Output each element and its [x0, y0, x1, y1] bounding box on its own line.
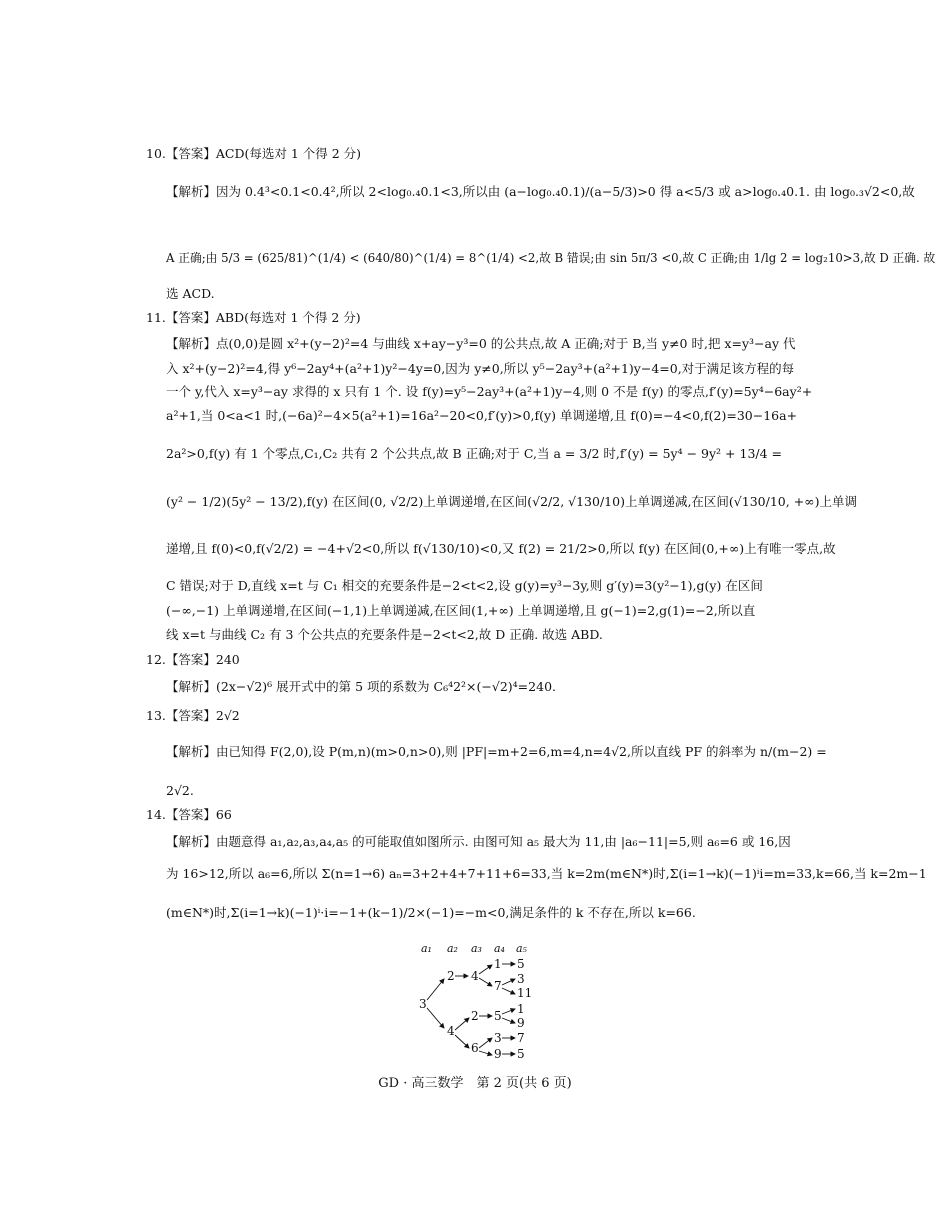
q14-solution-line: (m∈N*)时,Σ(i=1→k)(−1)ⁱ·i=−1+(k−1)/2×(−1)=−m<0,满足条件的 k 不存在,所以 k=66. [166, 905, 696, 920]
tree-node-level2: 2 [447, 969, 455, 983]
q10-solution-line: A 正确;由 5/3 = (625/81)^(1/4) < (640/80)^(1/4) = 8^(1/4) <2,故 B 错误;由 sin 5π/3 <0,故 C 正确;由 1/lg 2 = log₂10>3,故 D 正确. 故 [166, 251, 936, 265]
q11-solution-line: (−∞,−1) 上单调递增,在区间(−1,1)上单调递减,在区间(1,+∞) 上单调递增,且 g(−1)=2,g(1)=−2,所以直 [166, 603, 756, 618]
q10-solution-line: 选 ACD. [166, 286, 215, 301]
tree-edge [502, 979, 515, 985]
tree-edge [502, 1018, 515, 1023]
tree-edge [502, 988, 515, 994]
tree-node-root: 3 [419, 997, 427, 1011]
q12-answer-heading: 12.【答案】240 [146, 652, 240, 667]
page-footer: GD · 高三数学 第 2 页(共 6 页) [378, 1076, 572, 1091]
q14-answer-heading: 14.【答案】66 [146, 807, 232, 822]
tree-edge [479, 965, 492, 974]
q14-solution-line: 【解析】由题意得 a₁,a₂,a₃,a₄,a₅ 的可能取值如图所示. 由图可知 a₅ 最大为 11,由 |a₆−11|=5,则 a₆=6 或 16,因 [166, 834, 791, 849]
tree-node-level3: 4 [471, 969, 479, 983]
tree-edge [479, 978, 492, 986]
tree-label-a1: a₁ [421, 942, 432, 955]
tree-node-level4: 9 [494, 1047, 502, 1061]
tree-label-a2: a₂ [447, 942, 458, 955]
q13-solution-line: 2√2. [166, 783, 194, 798]
q13-answer-heading: 13.【答案】2√2 [146, 708, 240, 723]
q11-solution-line: 线 x=t 与曲线 C₂ 有 3 个公共点的充要条件是−2<t<2,故 D 正确. 故选 ABD. [166, 627, 603, 642]
q11-solution-line: 递增,且 f(0)<0,f(√2/2) = −4+√2<0,所以 f(√130/10)<0,又 f(2) = 21/2>0,所以 f(y) 在区间(0,+∞)上有唯一零点,故 [166, 541, 836, 556]
tree-node-level4: 7 [494, 979, 502, 993]
tree-label-a4: a₄ [494, 942, 505, 955]
q11-solution-line: 入 x²+(y−2)²=4,得 y⁶−2ay⁴+(a²+1)y²−4y=0,因为 y≠0,所以 y⁵−2ay³+(a²+1)y−4=0,对于满足该方程的每 [166, 361, 795, 376]
q11-solution-line: 一个 y,代入 x=y³−ay 求得的 x 只有 1 个. 设 f(y)=y⁵−2ay³+(a²+1)y−4,则 0 不是 f(y) 的零点,f′(y)=5y⁴−6ay²+ [166, 384, 813, 399]
tree-node-level5: 3 [517, 972, 525, 986]
tree-node-level5: 7 [517, 1031, 525, 1045]
tree-node-level4: 5 [494, 1009, 502, 1023]
q11-solution-line: a²+1,当 0<a<1 时,(−6a)²−4×5(a²+1)=16a²−20<0,f′(y)>0,f(y) 单调递增,且 f(0)=−4<0,f(2)=30−16a+ [166, 408, 798, 423]
q11-answer-heading: 11.【答案】ABD(每选对 1 个得 2 分) [146, 310, 361, 325]
tree-edge [455, 1035, 469, 1048]
tree-edge [479, 1051, 492, 1055]
q11-solution-line: (y² − 1/2)(5y² − 13/2),f(y) 在区间(0, √2/2)上单调递增,在区间(√2/2, √130/10)上单调递减,在区间(√130/10, +∞)上单调 [166, 494, 857, 509]
tree-label-a3: a₃ [471, 942, 482, 955]
q11-solution-line: C 错误;对于 D,直线 x=t 与 C₁ 相交的充要条件是−2<t<2,设 g(y)=y³−3y,则 g′(y)=3(y²−1),g(y) 在区间 [166, 578, 763, 593]
tree-node-level3: 6 [471, 1041, 479, 1055]
tree-edge [455, 1018, 469, 1030]
value-tree-diagram [405, 938, 555, 1066]
tree-node-level5: 1 [517, 1002, 525, 1016]
tree-node-level2: 4 [447, 1024, 455, 1038]
tree-node-level5: 5 [517, 957, 525, 971]
tree-node-level5: 9 [517, 1016, 525, 1030]
tree-node-level4: 3 [494, 1031, 502, 1045]
tree-node-level4: 1 [494, 957, 502, 971]
q12-solution-line: 【解析】(2x−√2)⁶ 展开式中的第 5 项的系数为 C₆⁴2²×(−√2)⁴=240. [166, 679, 556, 694]
q13-solution-line: 【解析】由已知得 F(2,0),设 P(m,n)(m>0,n>0),则 |PF|=m+2=6,m=4,n=4√2,所以直线 PF 的斜率为 n/(m−2) = [166, 744, 827, 759]
q11-solution-line: 【解析】点(0,0)是圆 x²+(y−2)²=4 与曲线 x+ay−y³=0 的公共点,故 A 正确;对于 B,当 y≠0 时,把 x=y³−ay 代 [166, 336, 796, 351]
tree-node-level5: 11 [517, 986, 533, 1000]
tree-node-level3: 2 [471, 1009, 479, 1023]
q14-solution-line: 为 16>12,所以 a₆=6,所以 Σ(n=1→6) aₙ=3+2+4+7+11+6=33,当 k=2m(m∈N*)时,Σ(i=1→k)(−1)ⁱi=m=33,k=66,当 k=2m−1 [166, 866, 927, 881]
tree-label-a5: a₅ [516, 942, 527, 955]
tree-node-level5: 5 [517, 1047, 525, 1061]
q10-solution-line: 【解析】因为 0.4³<0.1<0.4²,所以 2<log₀.₄0.1<3,所以由 (a−log₀.₄0.1)/(a−5/3)>0 得 a<5/3 或 a>log₀.₄0.1. 由 log₀.₃√2<0,故 [166, 184, 915, 199]
tree-edge [479, 1038, 492, 1048]
tree-edge [427, 979, 444, 1000]
tree-edge [427, 1008, 444, 1028]
q10-answer-heading: 10.【答案】ACD(每选对 1 个得 2 分) [146, 146, 362, 161]
q11-solution-line: 2a²>0,f(y) 有 1 个零点,C₁,C₂ 共有 2 个公共点,故 B 正确;对于 C,当 a = 3/2 时,f′(y) = 5y⁴ − 9y² + 13/4 = [166, 446, 783, 461]
tree-edge [502, 1009, 515, 1014]
